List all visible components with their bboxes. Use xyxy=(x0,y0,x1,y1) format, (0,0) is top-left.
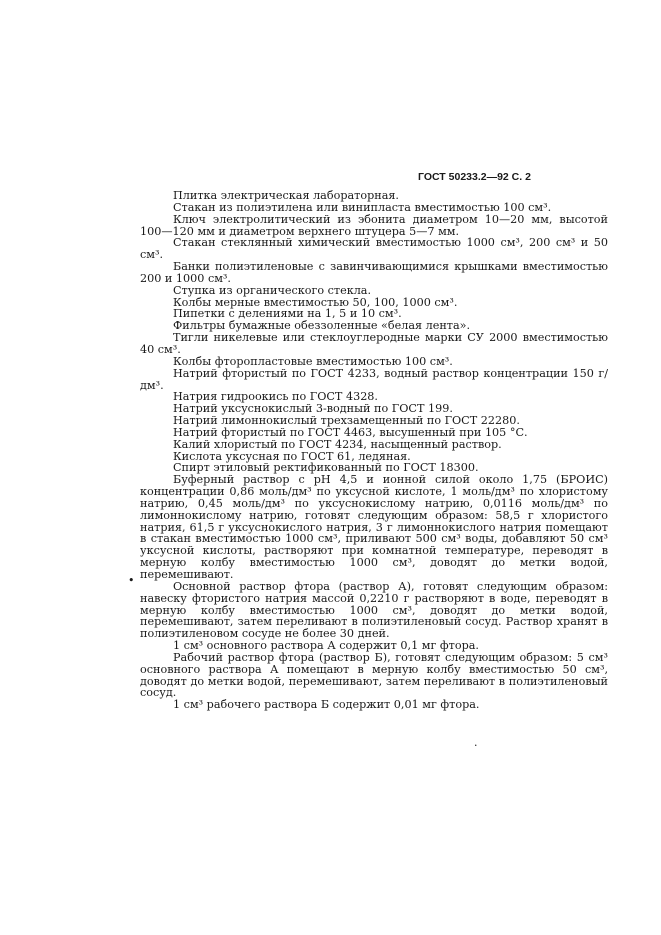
page-header: ГОСТ 50233.2—92 С. 2 xyxy=(418,171,531,183)
paragraph-glass-beaker: Стакан стеклянный химический вместимостью 1000 см³, 200 см³ и 50 см³. xyxy=(140,236,608,262)
paragraph-filters: Фильтры бумажные обеззоленные «белая лента». xyxy=(173,319,471,333)
paragraph-crucibles: Тигли никелевые или стеклоуглеродные марки СУ 2000 вместимостью 40 см³. xyxy=(140,331,608,356)
page-speck: · xyxy=(474,739,478,752)
paragraph-ethanol: Спирт этиловый ректификованный по ГОСТ 18300. xyxy=(173,461,479,475)
paragraph-pipettes: Пипетки с делениями на 1, 5 и 10 см³. xyxy=(173,307,402,321)
paragraph-sodium-fluoride-dried: Натрий фтористый по ГОСТ 4463, высушенный при 105 °С. xyxy=(173,425,528,439)
paragraph-polyethylene-jars: Банки полиэтиленовые с завинчивающимися крышками вместимостью 200 и 1000 см³. xyxy=(140,260,608,285)
paragraph-mortar: Ступка из органического стекла. xyxy=(173,283,372,297)
margin-mark: • xyxy=(128,574,135,587)
paragraph-sodium-hydroxide: Натрия гидроокись по ГОСТ 4328. xyxy=(173,390,378,404)
paragraph-ptfe-flasks: Колбы фторопластовые вместимостью 100 см³. xyxy=(173,354,453,368)
paragraph-sodium-fluoride-solution: Натрий фтористый по ГОСТ 4233, водный раствор концентрации 150 г/дм³. xyxy=(140,366,608,392)
document-body xyxy=(140,190,608,711)
paragraph-hotplate: Плитка электрическая лабораторная. xyxy=(173,189,399,202)
paragraph-solution-a-content: 1 см³ основного раствора А содержит 0,1 мг фтора. xyxy=(173,639,479,653)
paragraph-potassium-chloride: Калий хлористый по ГОСТ 4234, насыщенный раствор. xyxy=(173,437,502,451)
paragraph-solution-b-content: 1 см³ рабочего раствора Б содержит 0,01 мг фтора. xyxy=(173,698,480,712)
paragraph-buffer-solution: Буферный раствор с рН 4,5 и ионной силой около 1,75 (БРОИС) концентрации 0,86 моль/дм³ по уксусной кислоте, 1 моль/дм³ по хлористому натрию, 0,45 моль/дм³ по уксуснокислому натрию, 0,0116 моль/дм³ по лимоннокислому натрию, готовят следующим образом: 58,5 г хлористого натрия, 61,5 г уксуснокислого натрия, 3 г лимоннокислого натрия помещают в стакан вместимостью 1000 см³, приливают 500 см³ воды, добавляют 50 см³ уксусной кислоты, растворяют при комнатной температуре, переводят в мерную колбу вместимостью 1000 см³, доводят до метки водой, перемешивают. xyxy=(140,473,608,581)
paragraph-stock-solution-a: Основной раствор фтора (раствор А), готовят следующим образом: навеску фтористого натрия массой 0,2210 г растворяют в воде, переводят в мерную колбу вместимостью 1000 см³, доводят до метки водой, перемешивают, затем переливают в полиэтиленовый сосуд. Раствор хранят в полиэтиленовом сосуде не более 30 дней. xyxy=(140,579,608,641)
paragraph-working-solution-b: Рабочий раствор фтора (раствор Б), готовят следующим образом: 5 см³ основного раствора А помещают в мерную колбу вместимостью 50 см³, доводят до метки водой, перемешивают, затем переливают в полиэтиленовый сосуд. xyxy=(140,650,608,700)
paragraph-acetic-acid: Кислота уксусная по ГОСТ 61, ледяная. xyxy=(173,449,411,463)
paragraph-electrolytic-key: Ключ электролитический из эбонита диаметром 10—20 мм, высотой 100—120 мм и диаметром верхнего штуцера 5—7 мм. xyxy=(140,212,608,238)
paragraph-polyethylene-beaker: Стакан из полиэтилена или винипласта вместимостью 100 см³. xyxy=(173,200,552,214)
paragraph-sodium-acetate: Натрий уксуснокислый 3-водный по ГОСТ 199. xyxy=(173,402,453,416)
paragraph-sodium-citrate: Натрий лимоннокислый трехзамещенный по ГОСТ 22280. xyxy=(173,414,520,428)
paragraph-volumetric-flasks: Колбы мерные вместимостью 50, 100, 1000 см³. xyxy=(173,295,458,309)
